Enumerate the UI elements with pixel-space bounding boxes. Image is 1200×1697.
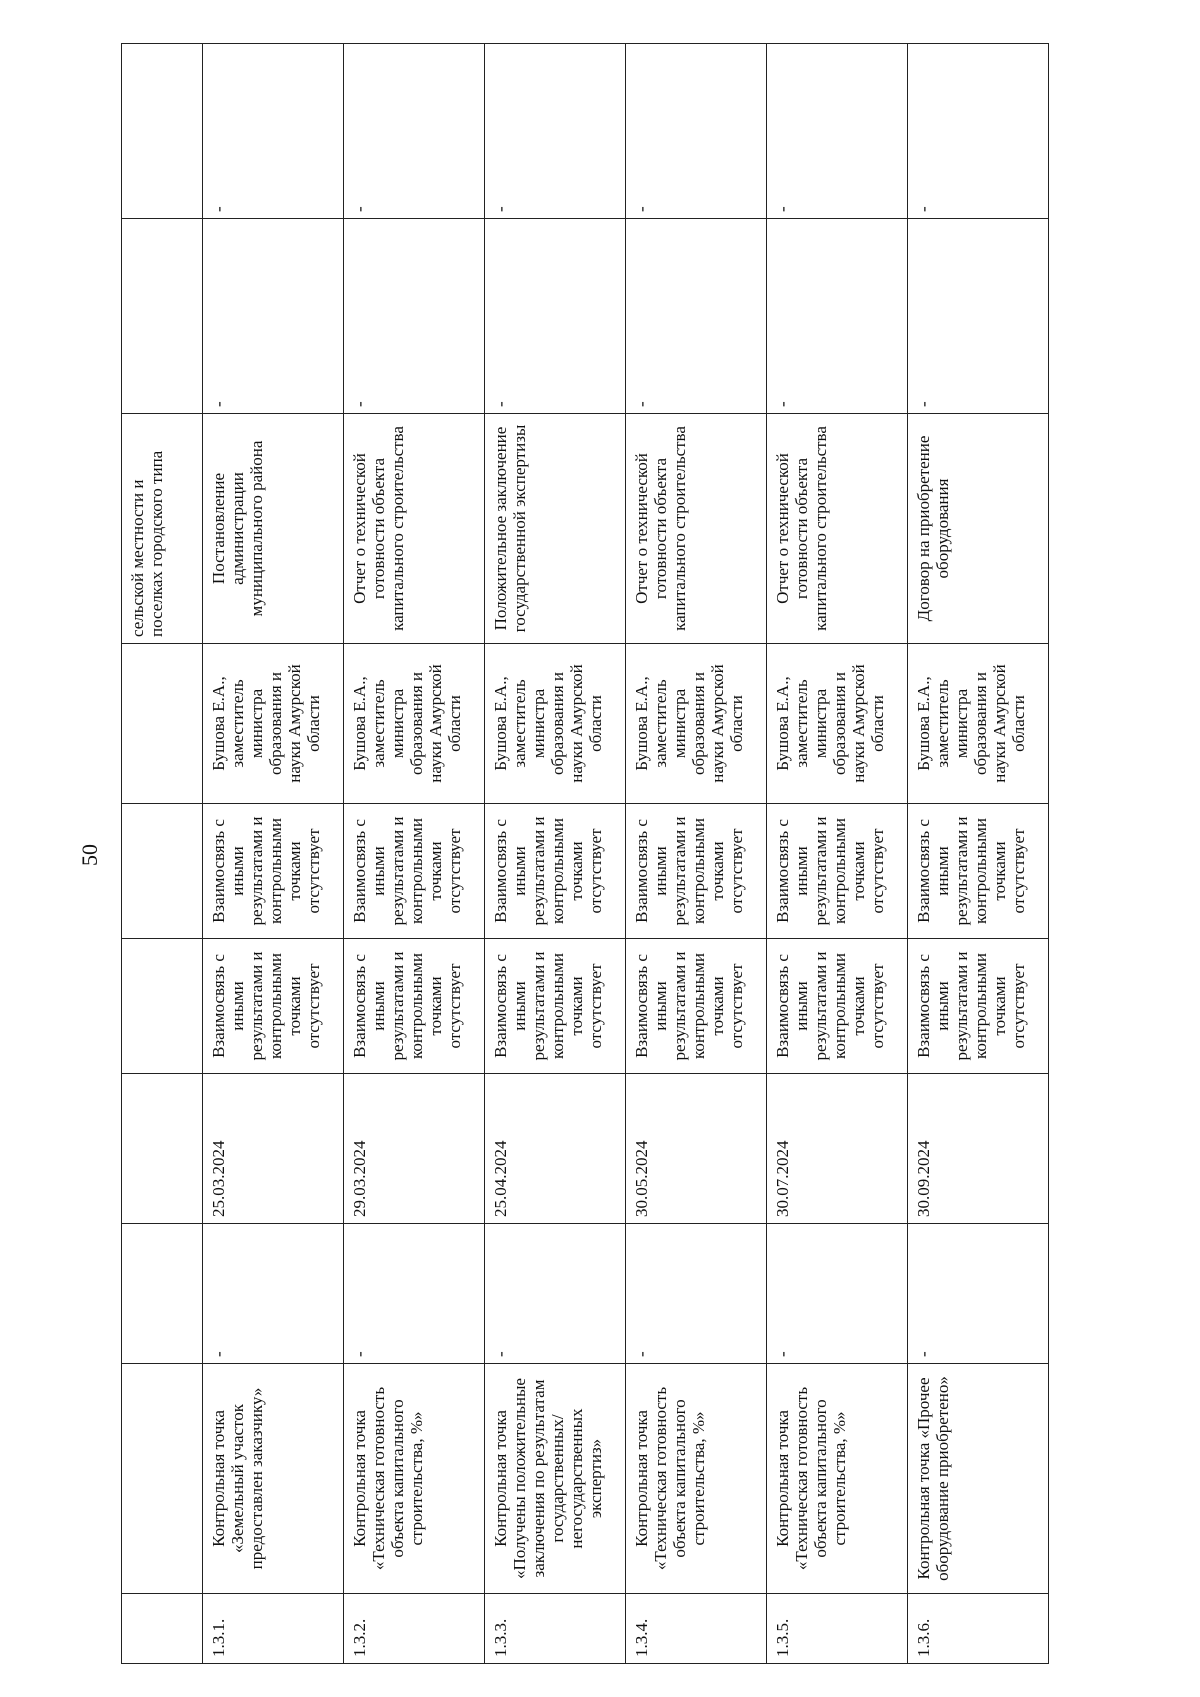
- row-document: Отчет о технической готовности объекта капитального строительства: [344, 414, 485, 644]
- row-number: 1.3.3.: [485, 1594, 626, 1664]
- row-extra2: -: [767, 44, 908, 219]
- table-body: [203, 44, 1049, 1664]
- row-responsible: Бушова Е.А., заместитель министра образования и науки Амурской области: [767, 644, 908, 804]
- row-number: 1.3.6.: [908, 1594, 1049, 1664]
- row-extra1: -: [344, 219, 485, 414]
- header-responsible-cell: [122, 644, 203, 804]
- row-prev-relation: Взаимосвязь с иными результатами и контрольными точками отсутствует: [344, 939, 485, 1074]
- row-number: 1.3.5.: [767, 1594, 908, 1664]
- row-date: 29.03.2024: [344, 1074, 485, 1224]
- row-next-relation: Взаимосвязь с иными результатами и контрольными точками отсутствует: [767, 804, 908, 939]
- row-responsible: Бушова Е.А., заместитель министра образования и науки Амурской области: [626, 644, 767, 804]
- row-control-point-name: Контрольная точка «Техническая готовность объекта капитального строительства, %»: [626, 1364, 767, 1594]
- row-next-relation: Взаимосвязь с иными результатами и контрольными точками отсутствует: [485, 804, 626, 939]
- rotated-table-frame: [121, 44, 1037, 1664]
- row-document: Договор на приобретение оборудования: [908, 414, 1049, 644]
- row-document: Отчет о технической готовности объекта капитального строительства: [626, 414, 767, 644]
- row-responsible: Бушова Е.А., заместитель министра образования и науки Амурской области: [908, 644, 1049, 804]
- header-num-cell: [122, 1594, 203, 1664]
- control-points-table: [121, 43, 1049, 1664]
- row-next-relation: Взаимосвязь с иными результатами и контрольными точками отсутствует: [908, 804, 1049, 939]
- row-prev-relation: Взаимосвязь с иными результатами и контрольными точками отсутствует: [767, 939, 908, 1074]
- header-date-cell: [122, 1074, 203, 1224]
- header-document-cell: сельской местности и поселках городского типа: [122, 414, 203, 644]
- row-extra2: -: [344, 44, 485, 219]
- row-date: 30.07.2024: [767, 1074, 908, 1224]
- row-number: 1.3.2.: [344, 1594, 485, 1664]
- table-row: [626, 44, 767, 1664]
- row-extra1: -: [908, 219, 1049, 414]
- row-extra1: -: [203, 219, 344, 414]
- row-extra2: -: [626, 44, 767, 219]
- row-date: 25.03.2024: [203, 1074, 344, 1224]
- row-next-relation: Взаимосвязь с иными результатами и контрольными точками отсутствует: [344, 804, 485, 939]
- row-document: Положительное заключение государственной экспертизы: [485, 414, 626, 644]
- rotated-table-content: [121, 44, 1037, 1664]
- row-base-value: -: [626, 1224, 767, 1364]
- row-date: 30.09.2024: [908, 1074, 1049, 1224]
- row-extra2: -: [203, 44, 344, 219]
- row-base-value: -: [203, 1224, 344, 1364]
- row-number: 1.3.1.: [203, 1594, 344, 1664]
- row-extra1: -: [626, 219, 767, 414]
- table-row: [908, 44, 1049, 1664]
- table-row: [767, 44, 908, 1664]
- header-extra1-cell: [122, 219, 203, 414]
- row-next-relation: Взаимосвязь с иными результатами и контрольными точками отсутствует: [626, 804, 767, 939]
- row-number: 1.3.4.: [626, 1594, 767, 1664]
- table-row: [344, 44, 485, 1664]
- row-extra1: -: [767, 219, 908, 414]
- page-number: 50: [77, 844, 102, 866]
- row-extra1: -: [485, 219, 626, 414]
- row-base-value: -: [908, 1224, 1049, 1364]
- row-extra2: -: [485, 44, 626, 219]
- row-document: Постановление администрации муниципального района: [203, 414, 344, 644]
- table-row: [203, 44, 344, 1664]
- row-responsible: Бушова Е.А., заместитель министра образования и науки Амурской области: [344, 644, 485, 804]
- row-prev-relation: Взаимосвязь с иными результатами и контрольными точками отсутствует: [485, 939, 626, 1074]
- header-prev-rel-cell: [122, 939, 203, 1074]
- row-document: Отчет о технической готовности объекта капитального строительства: [767, 414, 908, 644]
- row-base-value: -: [485, 1224, 626, 1364]
- row-base-value: -: [767, 1224, 908, 1364]
- row-control-point-name: Контрольная точка «Земельный участок предоставлен заказчику»: [203, 1364, 344, 1594]
- row-prev-relation: Взаимосвязь с иными результатами и контрольными точками отсутствует: [626, 939, 767, 1074]
- table-row: [485, 44, 626, 1664]
- continuation-header-row: [122, 44, 203, 1664]
- row-control-point-name: Контрольная точка «Получены положительные заключения по результатам государственных/негосударственных экспертиз»: [485, 1364, 626, 1594]
- row-next-relation: Взаимосвязь с иными результатами и контрольными точками отсутствует: [203, 804, 344, 939]
- row-prev-relation: Взаимосвязь с иными результатами и контрольными точками отсутствует: [203, 939, 344, 1074]
- header-base-cell: [122, 1224, 203, 1364]
- row-extra2: -: [908, 44, 1049, 219]
- row-base-value: -: [344, 1224, 485, 1364]
- header-name-cell: [122, 1364, 203, 1594]
- row-control-point-name: Контрольная точка «Техническая готовность объекта капитального строительства, %»: [767, 1364, 908, 1594]
- header-next-rel-cell: [122, 804, 203, 939]
- header-extra2-cell: [122, 44, 203, 219]
- row-prev-relation: Взаимосвязь с иными результатами и контрольными точками отсутствует: [908, 939, 1049, 1074]
- row-date: 30.05.2024: [626, 1074, 767, 1224]
- row-date: 25.04.2024: [485, 1074, 626, 1224]
- row-control-point-name: Контрольная точка «Прочее оборудование приобретено»: [908, 1364, 1049, 1594]
- row-responsible: Бушова Е.А., заместитель министра образования и науки Амурской области: [485, 644, 626, 804]
- row-responsible: Бушова Е.А., заместитель министра образования и науки Амурской области: [203, 644, 344, 804]
- row-control-point-name: Контрольная точка «Техническая готовность объекта капитального строительства, %»: [344, 1364, 485, 1594]
